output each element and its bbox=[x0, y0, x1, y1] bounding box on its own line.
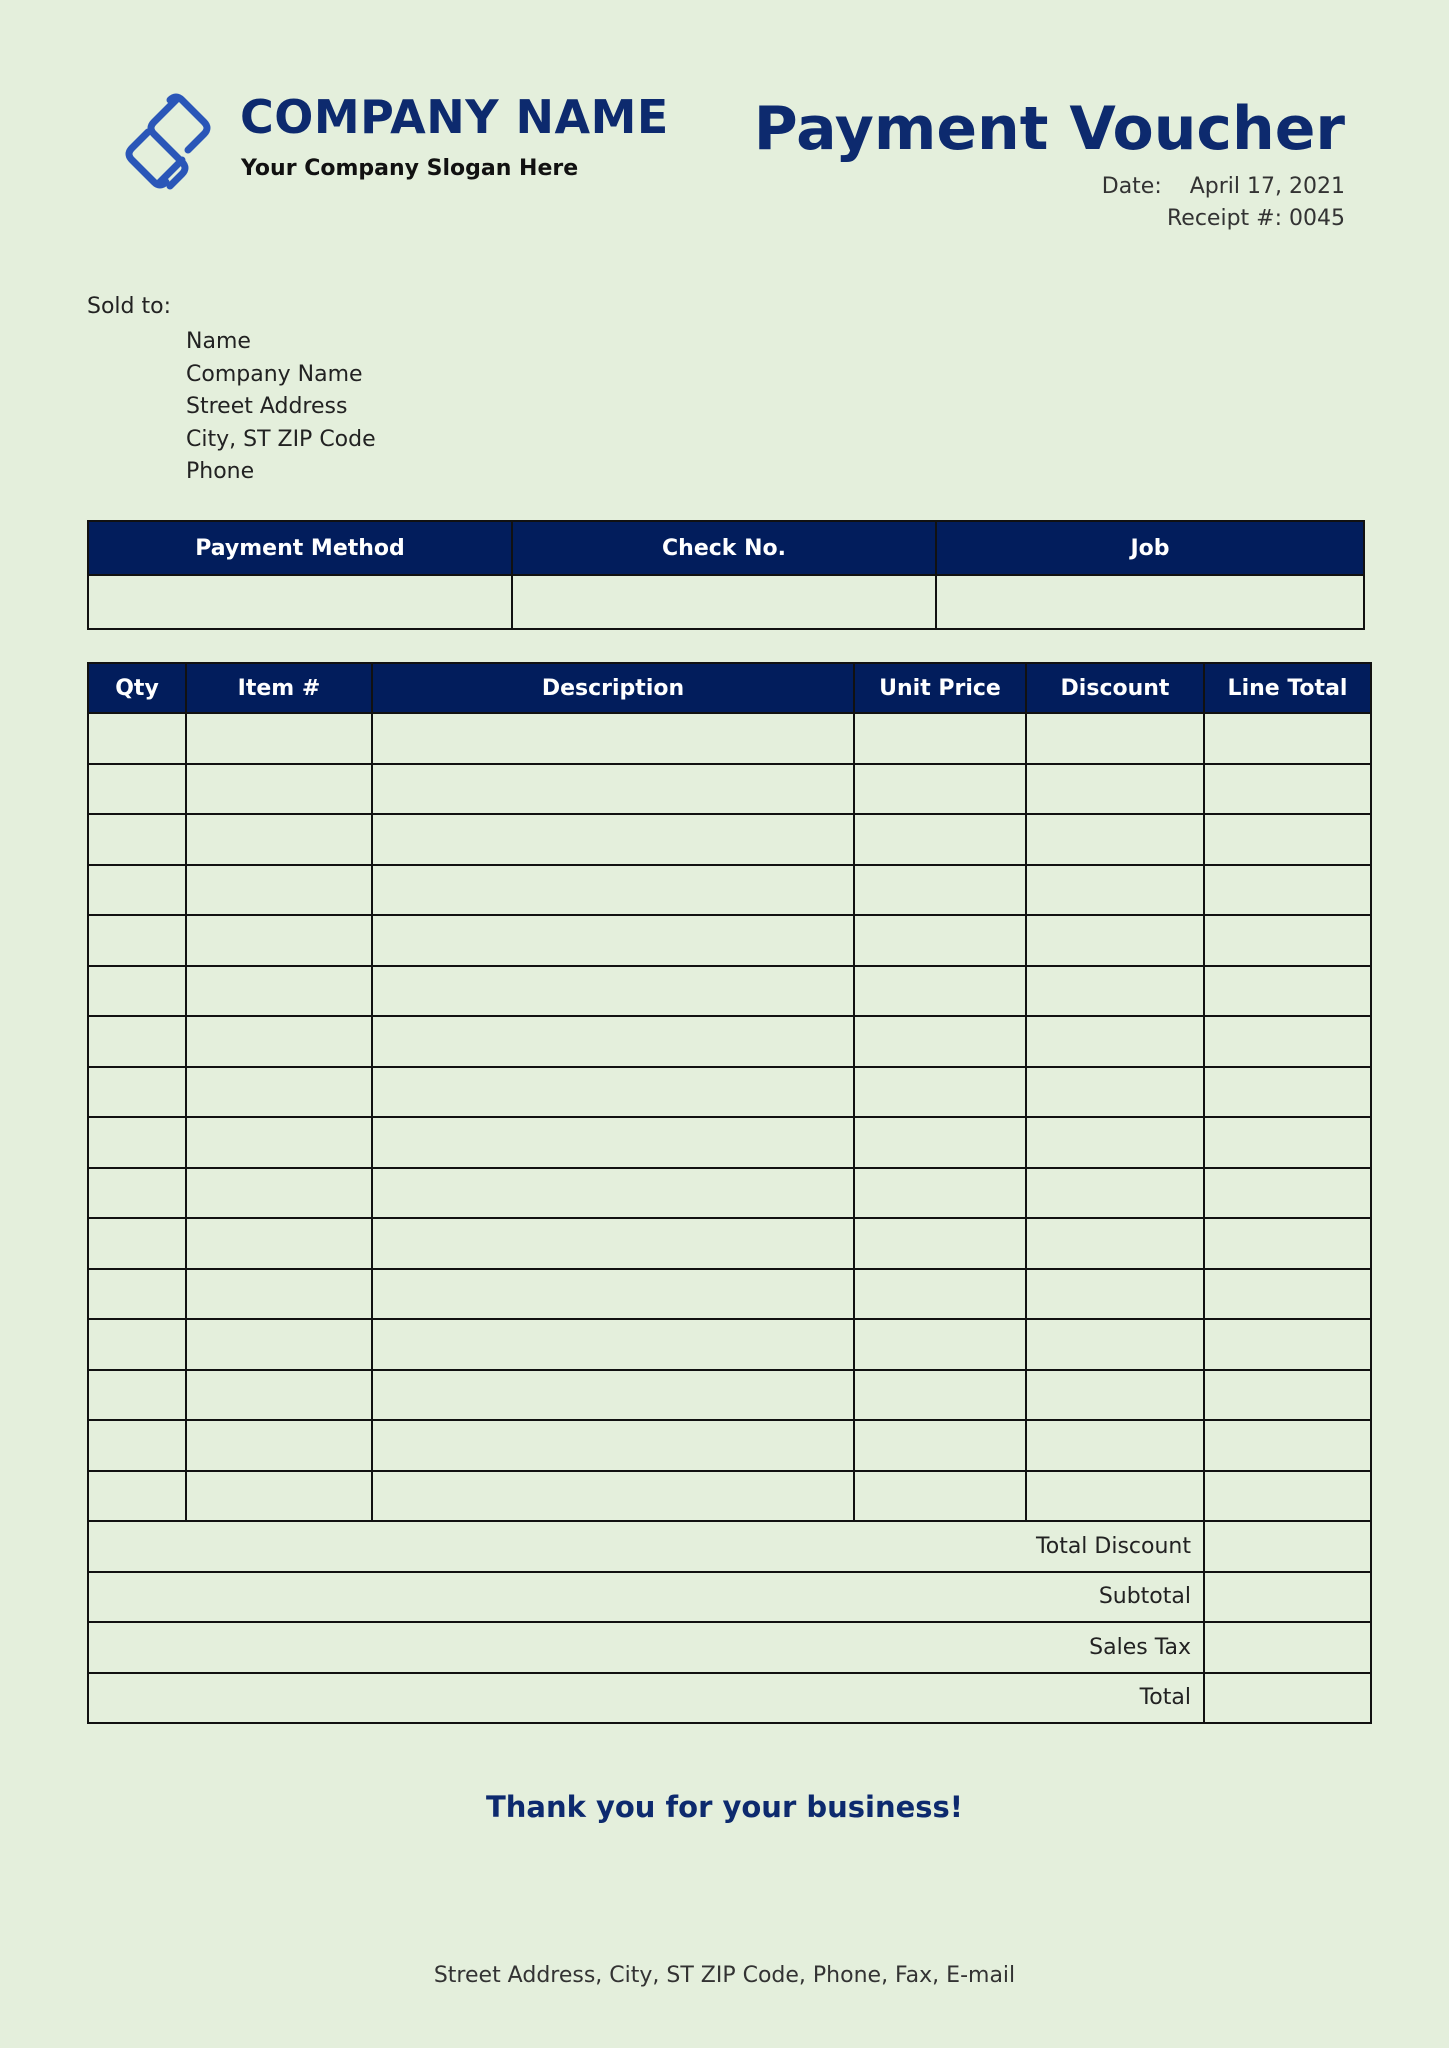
item-number-cell[interactable] bbox=[186, 865, 372, 916]
sold-to-address bbox=[186, 326, 376, 489]
table-row bbox=[88, 1016, 1371, 1067]
line-total-cell[interactable] bbox=[1204, 1269, 1371, 1320]
description-cell[interactable] bbox=[372, 966, 854, 1017]
description-header: Description bbox=[372, 663, 854, 713]
payment-header-row bbox=[88, 521, 1364, 575]
date-label: Date: bbox=[1101, 174, 1162, 199]
discount-cell[interactable] bbox=[1026, 1370, 1204, 1421]
unit-price-cell[interactable] bbox=[854, 1016, 1026, 1067]
items-header-row bbox=[88, 663, 1371, 713]
description-cell[interactable] bbox=[372, 915, 854, 966]
item-number-cell[interactable] bbox=[186, 1471, 372, 1522]
payment-method-header: Payment Method bbox=[88, 521, 512, 575]
qty-cell[interactable] bbox=[88, 1067, 186, 1118]
description-cell[interactable] bbox=[372, 1218, 854, 1269]
qty-cell[interactable] bbox=[88, 1168, 186, 1219]
summary-row-subtotal bbox=[88, 1572, 1371, 1623]
sold-to-city: City, ST ZIP Code bbox=[186, 426, 376, 452]
unit-price-cell[interactable] bbox=[854, 1471, 1026, 1522]
table-row bbox=[88, 915, 1371, 966]
sales-tax-value[interactable] bbox=[1204, 1622, 1371, 1673]
table-row bbox=[88, 713, 1371, 764]
sold-to-phone: Phone bbox=[186, 459, 255, 485]
description-cell[interactable] bbox=[372, 1168, 854, 1219]
unit-price-cell[interactable] bbox=[854, 1067, 1026, 1118]
discount-cell[interactable] bbox=[1026, 1168, 1204, 1219]
summary-row-total-discount bbox=[88, 1521, 1371, 1572]
item-number-cell[interactable] bbox=[186, 1319, 372, 1370]
unit-price-cell[interactable] bbox=[854, 1420, 1026, 1471]
summary-row-sales-tax bbox=[88, 1622, 1371, 1673]
unit-price-cell[interactable] bbox=[854, 814, 1026, 865]
discount-cell[interactable] bbox=[1026, 1319, 1204, 1370]
qty-cell[interactable] bbox=[88, 1370, 186, 1421]
description-cell[interactable] bbox=[372, 1370, 854, 1421]
line-total-cell[interactable] bbox=[1204, 1319, 1371, 1370]
discount-cell[interactable] bbox=[1026, 865, 1204, 916]
sold-to-name: Name bbox=[186, 329, 251, 354]
item-number-cell[interactable] bbox=[186, 1420, 372, 1471]
unit-price-cell[interactable] bbox=[854, 865, 1026, 916]
company-name: COMPANY NAME bbox=[240, 90, 669, 144]
qty-cell[interactable] bbox=[88, 1269, 186, 1320]
qty-cell[interactable] bbox=[88, 915, 186, 966]
discount-cell[interactable] bbox=[1026, 1218, 1204, 1269]
table-row bbox=[88, 1218, 1371, 1269]
unit-price-cell[interactable] bbox=[854, 1319, 1026, 1370]
payment-info-table bbox=[87, 520, 1365, 630]
description-cell[interactable] bbox=[372, 1117, 854, 1168]
description-cell[interactable] bbox=[372, 814, 854, 865]
line-total-cell[interactable] bbox=[1204, 1471, 1371, 1522]
discount-cell[interactable] bbox=[1026, 764, 1204, 815]
subtotal-label: Subtotal bbox=[88, 1572, 1204, 1623]
qty-cell[interactable] bbox=[88, 1016, 186, 1067]
line-items-table bbox=[87, 662, 1372, 1724]
sold-to-street: Street Address bbox=[186, 394, 348, 420]
qty-cell[interactable] bbox=[88, 1218, 186, 1269]
qty-cell[interactable] bbox=[88, 1319, 186, 1370]
description-cell[interactable] bbox=[372, 764, 854, 815]
table-row bbox=[88, 1319, 1371, 1370]
qty-cell[interactable] bbox=[88, 1117, 186, 1168]
table-row bbox=[88, 1067, 1371, 1118]
item-number-cell[interactable] bbox=[186, 1218, 372, 1269]
item-number-header: Item # bbox=[186, 663, 372, 713]
table-row bbox=[88, 1370, 1371, 1421]
line-total-cell[interactable] bbox=[1204, 1067, 1371, 1118]
discount-cell[interactable] bbox=[1026, 1420, 1204, 1471]
qty-cell[interactable] bbox=[88, 1420, 186, 1471]
item-number-cell[interactable] bbox=[186, 1117, 372, 1168]
item-number-cell[interactable] bbox=[186, 966, 372, 1017]
unit-price-cell[interactable] bbox=[854, 1269, 1026, 1320]
description-cell[interactable] bbox=[372, 1471, 854, 1522]
table-row bbox=[88, 966, 1371, 1017]
table-row bbox=[88, 1168, 1371, 1219]
payment-value-row bbox=[88, 575, 1364, 629]
total-discount-value[interactable] bbox=[1204, 1521, 1371, 1572]
discount-cell[interactable] bbox=[1026, 713, 1204, 764]
table-row bbox=[88, 1471, 1371, 1522]
description-cell[interactable] bbox=[372, 1269, 854, 1320]
table-row bbox=[88, 1117, 1371, 1168]
job-header: Job bbox=[936, 521, 1364, 575]
line-total-header: Line Total bbox=[1204, 663, 1371, 713]
discount-cell[interactable] bbox=[1026, 1067, 1204, 1118]
discount-cell[interactable] bbox=[1026, 966, 1204, 1017]
table-row bbox=[88, 1269, 1371, 1320]
item-number-cell[interactable] bbox=[186, 1016, 372, 1067]
line-total-cell[interactable] bbox=[1204, 865, 1371, 916]
unit-price-header: Unit Price bbox=[854, 663, 1026, 713]
check-no-header: Check No. bbox=[512, 521, 936, 575]
line-total-cell[interactable] bbox=[1204, 966, 1371, 1017]
unit-price-cell[interactable] bbox=[854, 915, 1026, 966]
description-cell[interactable] bbox=[372, 713, 854, 764]
item-number-cell[interactable] bbox=[186, 764, 372, 815]
discount-header: Discount bbox=[1026, 663, 1204, 713]
line-total-cell[interactable] bbox=[1204, 814, 1371, 865]
table-row bbox=[88, 1420, 1371, 1471]
item-number-cell[interactable] bbox=[186, 1370, 372, 1421]
description-cell[interactable] bbox=[372, 865, 854, 916]
unit-price-cell[interactable] bbox=[854, 1218, 1026, 1269]
table-row bbox=[88, 814, 1371, 865]
line-total-cell[interactable] bbox=[1204, 1168, 1371, 1219]
unit-price-cell[interactable] bbox=[854, 1370, 1026, 1421]
total-value[interactable] bbox=[1204, 1673, 1371, 1724]
table-row bbox=[88, 865, 1371, 916]
qty-cell[interactable] bbox=[88, 713, 186, 764]
qty-header: Qty bbox=[88, 663, 186, 713]
qty-cell[interactable] bbox=[88, 1471, 186, 1522]
qty-cell[interactable] bbox=[88, 814, 186, 865]
subtotal-value[interactable] bbox=[1204, 1572, 1371, 1623]
summary-row-total bbox=[88, 1673, 1371, 1724]
payment-method-cell[interactable] bbox=[88, 575, 512, 629]
discount-cell[interactable] bbox=[1026, 915, 1204, 966]
discount-cell[interactable] bbox=[1026, 814, 1204, 865]
total-discount-label: Total Discount bbox=[88, 1521, 1204, 1572]
total-label: Total bbox=[88, 1673, 1204, 1724]
qty-cell[interactable] bbox=[88, 966, 186, 1017]
item-number-cell[interactable] bbox=[186, 915, 372, 966]
unit-price-cell[interactable] bbox=[854, 1117, 1026, 1168]
line-total-cell[interactable] bbox=[1204, 1218, 1371, 1269]
item-number-cell[interactable] bbox=[186, 1067, 372, 1118]
discount-cell[interactable] bbox=[1026, 1269, 1204, 1320]
line-total-cell[interactable] bbox=[1204, 1016, 1371, 1067]
discount-cell[interactable] bbox=[1026, 1471, 1204, 1522]
unit-price-cell[interactable] bbox=[854, 966, 1026, 1017]
unit-price-cell[interactable] bbox=[854, 713, 1026, 764]
footer-contact: Street Address, City, ST ZIP Code, Phone, Fax, E-mail bbox=[433, 1963, 1016, 1988]
job-cell[interactable] bbox=[936, 575, 1364, 629]
qty-cell[interactable] bbox=[88, 865, 186, 916]
discount-cell[interactable] bbox=[1026, 1117, 1204, 1168]
sold-to-label: Sold to: bbox=[87, 294, 171, 319]
line-total-cell[interactable] bbox=[1204, 764, 1371, 815]
line-total-cell[interactable] bbox=[1204, 713, 1371, 764]
date-row bbox=[1102, 174, 1345, 199]
description-cell[interactable] bbox=[372, 1420, 854, 1471]
item-number-cell[interactable] bbox=[186, 713, 372, 764]
qty-cell[interactable] bbox=[88, 764, 186, 815]
company-logo-icon bbox=[118, 86, 218, 196]
line-total-cell[interactable] bbox=[1204, 1370, 1371, 1421]
unit-price-cell[interactable] bbox=[854, 1168, 1026, 1219]
check-no-cell[interactable] bbox=[512, 575, 936, 629]
company-slogan: Your Company Slogan Here bbox=[241, 156, 579, 181]
thank-you-message: Thank you for your business! bbox=[485, 1790, 964, 1824]
sold-to-company: Company Name bbox=[186, 361, 363, 387]
line-total-cell[interactable] bbox=[1204, 1117, 1371, 1168]
receipt-number: Receipt #: 0045 bbox=[1167, 206, 1345, 231]
unit-price-cell[interactable] bbox=[854, 764, 1026, 815]
description-cell[interactable] bbox=[372, 1067, 854, 1118]
item-number-cell[interactable] bbox=[186, 1168, 372, 1219]
description-cell[interactable] bbox=[372, 1016, 854, 1067]
sales-tax-label: Sales Tax bbox=[88, 1622, 1204, 1673]
date-value: April 17, 2021 bbox=[1189, 174, 1345, 199]
item-number-cell[interactable] bbox=[186, 1269, 372, 1320]
discount-cell[interactable] bbox=[1026, 1016, 1204, 1067]
item-number-cell[interactable] bbox=[186, 814, 372, 865]
description-cell[interactable] bbox=[372, 1319, 854, 1370]
line-total-cell[interactable] bbox=[1204, 915, 1371, 966]
table-row bbox=[88, 764, 1371, 815]
document-title: Payment Voucher bbox=[753, 94, 1345, 164]
line-total-cell[interactable] bbox=[1204, 1420, 1371, 1471]
